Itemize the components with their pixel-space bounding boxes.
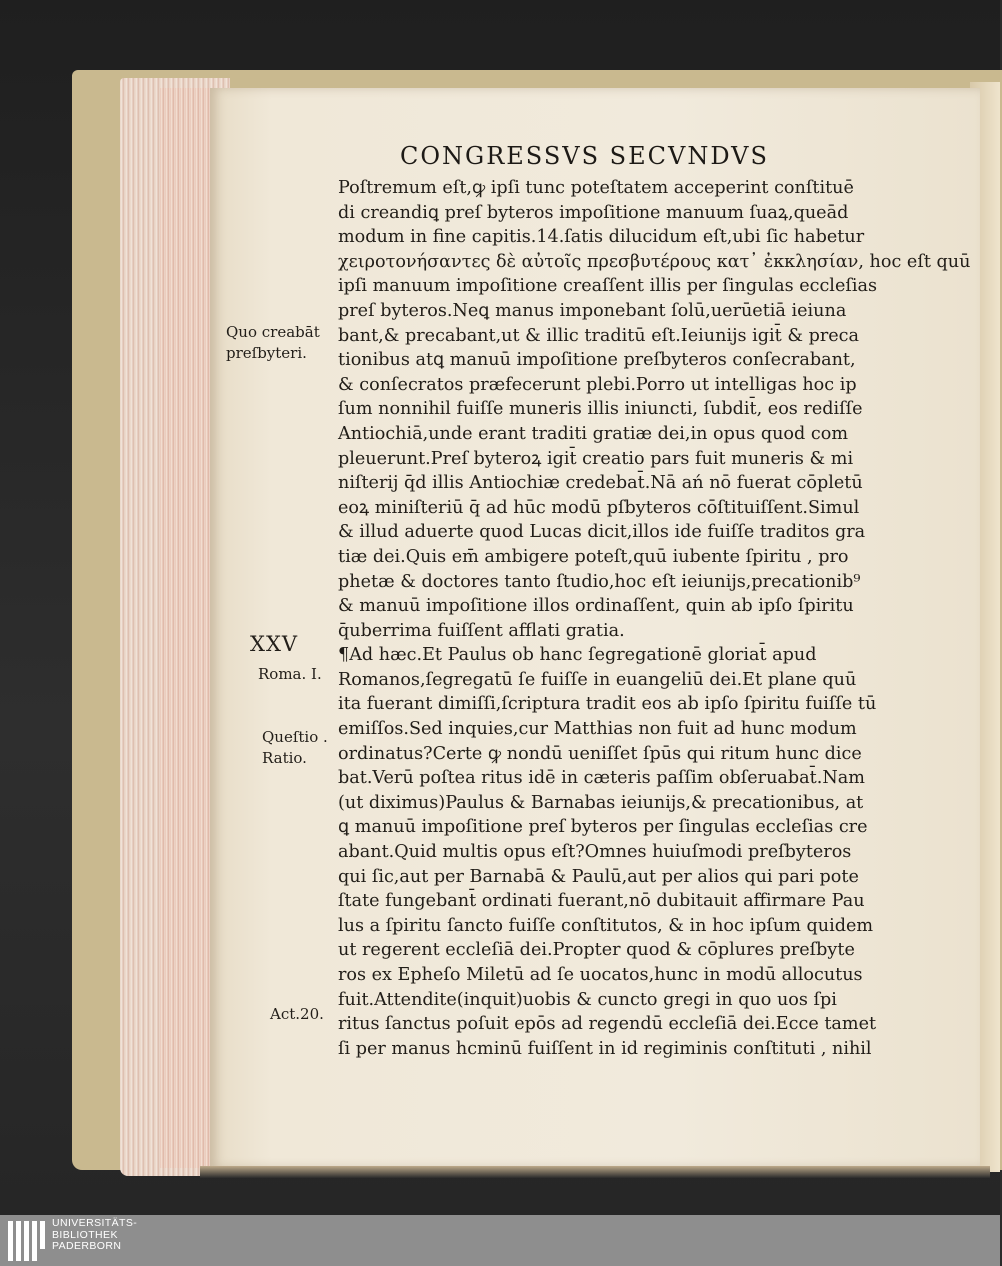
text-line: lus a ſpiritu ſancto fuiſſe conſtitutos, & in hoc ipſum quidem	[338, 915, 874, 936]
text-line: Romanos,ſegregatū ſe fuiſſe in euangeliū dei.Et plane quū	[338, 669, 857, 690]
marginal-note-1-line-1: Quo creabāt	[226, 323, 320, 341]
body-text	[338, 176, 971, 1061]
text-line: χειροτονήσαντες δὲ αὐτοῖς πρεσβυτέρους κατ᾽ ἐκκλησίαν, hoc eſt quū	[338, 251, 971, 272]
text-line: ſi per manus hcminū fuiſſent in id regiminis conſtituti , nihil	[338, 1038, 872, 1059]
marginal-note-ratio: Ratio.	[262, 749, 307, 767]
text-line: & conſecratos præfecerunt plebi.Porro ut intelligas hoc ip	[338, 374, 857, 395]
text-line: & manuū impoſitione illos ordinaſſent, quin ab ipſo ſpiritu	[338, 596, 854, 617]
library-name-line-3: PADERBORN	[52, 1240, 122, 1252]
text-line: ſtate fungebant̄ ordinati fuerant,nō dubitauit affirmare Pau	[338, 891, 865, 912]
text-line: pleuerunt.Preſ byteroꝝ igit̄ creatio pars fuit muneris & mi	[338, 448, 854, 469]
text-line: ita fuerant dimiſſi,ſcriptura tradit eos ab ipſo ſpiritu fuiſſe tū	[338, 694, 877, 715]
text-line: qui ſic,aut per Barnabā & Paulū,aut per alios qui pari pote	[338, 866, 859, 887]
library-name	[52, 1218, 137, 1253]
marginal-note-1-line-2: preſbyteri.	[226, 344, 307, 362]
text-line: ritus ſanctus poſuit epōs ad regendū eccleſiā dei.Ecce tamet	[338, 1014, 877, 1035]
text-line: ꝗ manuū impoſitione preſ byteros per ſingulas eccleſias cre	[338, 817, 868, 838]
text-line: bant,& precabant,ut & illic traditū eſt.Ieiunijs igit̄ & preca	[338, 325, 860, 346]
library-logo-icon	[8, 1219, 46, 1263]
text-line: tionibus atꝗ manuū impoſitione preſbyteros conſecrabant,	[338, 350, 856, 371]
text-line: ut regerent eccleſiā dei.Propter quod & cōplures preſbyte	[338, 940, 855, 961]
text-line: preſ byteros.Neꝗ manus imponebant ſolū,uerūetiā ieiuna	[338, 300, 847, 321]
text-line: emiſſos.Sed inquies,cur Matthias non fuit ad hunc modum	[338, 719, 857, 740]
text-line: modum in fine capitis.14.ſatis dilucidum eſt,ubi ſic habetur	[338, 227, 865, 248]
running-head: CONGRESSVS SECVNDVS	[400, 142, 769, 170]
text-line: ipſi manuum impoſitione creaſſent illis per ſingulas eccleſias	[338, 276, 878, 297]
text-line: Poſtremum eſt,ꝙ ipſi tunc poteſtatem acceperint conſtituē	[338, 178, 854, 198]
text-line: ordinatus?Certe ꝙ nondū ueniſſet ſpūs qui ritum hunc dice	[338, 743, 862, 764]
library-name-line-2: BIBLIOTHEK	[52, 1228, 118, 1241]
text-line: bat.Verū poſtea ritus idē in cæteris paſſim obſeruabat̄.Nam	[338, 768, 865, 789]
marginal-note-question: Queſtio .	[262, 728, 328, 746]
text-line: di creandiꝗ preſ byteros impoſitione manuum ſuaꝝ,queād	[338, 202, 849, 223]
text-line: fuit.Attendite(inquit)uobis & cuncto gregi in quo uos ſpi	[338, 989, 837, 1010]
text-line: phetæ & doctores tanto ſtudio,hoc eſt ieiunijs,precationib⁹	[338, 571, 861, 592]
page-shadow	[200, 1166, 990, 1178]
text-line: niſterij q̄d illis Antiochiæ credebat̄.Nā ań nō fuerat cōpletū	[338, 473, 863, 494]
text-line: ſum nonnihil fuiſſe muneris illis iniuncti, ſubdit̄, eos rediſſe	[338, 399, 863, 420]
text-line: ros ex Epheſo Miletū ad ſe uocatos,hunc in modū allocutus	[338, 965, 863, 985]
footer-strip	[0, 1215, 1000, 1266]
text-line: q̄uberrima fuiſſent afflati gratia.	[338, 620, 625, 641]
text-line: (ut diximus)Paulus & Barnabas ieiunijs,& precationibus, at	[338, 792, 864, 813]
text-line: ¶Ad hæc.Et Paulus ob hanc ſegregationē gloriat̄ apud	[338, 645, 817, 666]
text-line: tiæ dei.Quis em̄ ambigere poteſt,quū iubente ſpiritu , pro	[338, 546, 849, 567]
text-line: abant.Quid multis opus eſt?Omnes huiuſmodi preſbyteros	[338, 842, 852, 863]
library-name-line-1: UNIVERSITÄTS-	[52, 1217, 138, 1229]
marginal-numeral: XXV	[250, 632, 299, 656]
marginal-reference-romans: Roma. I.	[258, 665, 322, 683]
marginal-reference-acts: Act.20.	[270, 1005, 324, 1023]
text-line: Antiochiā,unde erant traditi gratiæ dei,in opus quod com	[338, 423, 849, 444]
text-line: eoꝝ miniſteriū q̄ ad hūc modū pſbyteros cōſtituiſſent.Simul	[338, 497, 860, 518]
text-line: & illud aduerte quod Lucas dicit,illos ide fuiſſe traditos gra	[338, 522, 866, 543]
